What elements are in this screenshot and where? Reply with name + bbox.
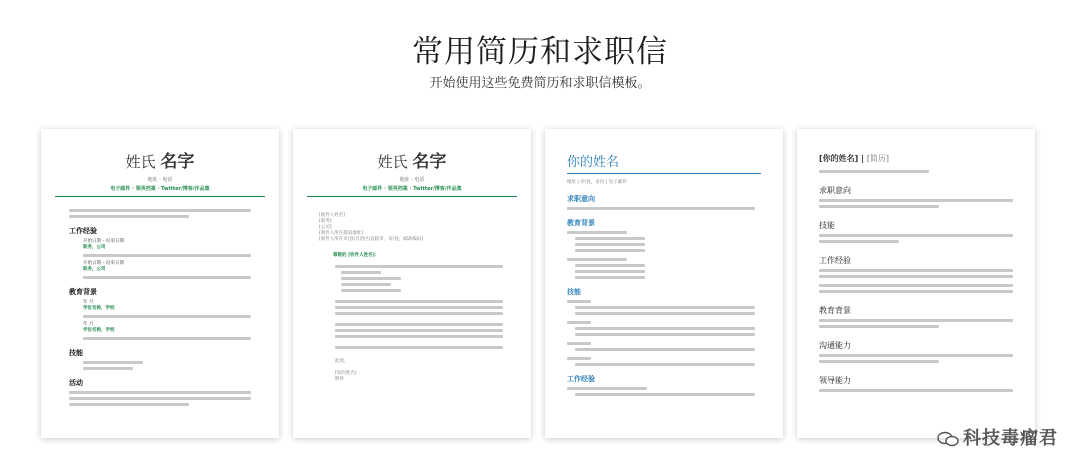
text-line bbox=[819, 269, 1013, 272]
text-line bbox=[83, 361, 143, 364]
resume-name: 你的姓名 bbox=[567, 155, 620, 170]
text-line bbox=[341, 283, 391, 286]
text-line bbox=[335, 265, 503, 268]
text-line bbox=[69, 209, 251, 212]
divider bbox=[567, 173, 761, 174]
wechat-icon bbox=[937, 431, 959, 447]
text-line bbox=[819, 319, 1013, 322]
section-heading: 活动 bbox=[69, 379, 83, 387]
text-line bbox=[575, 327, 755, 330]
recipient-block: [收件人姓名] [职务] [公司] [收件人所在街道地址] [收件人所在市/县/自治区/直辖市，市/县，邮政编码] bbox=[319, 213, 424, 242]
text-line bbox=[575, 312, 755, 315]
text-line bbox=[341, 277, 401, 280]
template-card-resume-minimal[interactable] bbox=[797, 129, 1035, 438]
letter-address: 地址 · 电话 bbox=[399, 177, 425, 183]
text-line bbox=[575, 264, 645, 267]
text-line bbox=[335, 312, 503, 315]
text-line bbox=[819, 360, 939, 363]
template-card-resume-1[interactable]: 姓氏 名字 地址 · 电话 电子邮件 · 领英档案 · Twitter/博客/作品集 工作经验 开始日期 – 结束日期 职务，公司 开始日期 – 结束日期 职务，公司 教育背景 年 月 学位名称，学校 年 月 学位名称，学校 技能 活动 bbox=[41, 129, 279, 438]
text-line bbox=[69, 403, 189, 406]
divider bbox=[307, 196, 517, 197]
resume-contact: 地址 | 市/县，省份 | 电子邮件 bbox=[567, 180, 627, 185]
text-line bbox=[83, 337, 251, 340]
text-line bbox=[567, 321, 591, 324]
letter-links: 电子邮件 · 领英档案 · Twitter/博客/作品集 bbox=[362, 186, 462, 192]
text-line bbox=[819, 170, 929, 173]
text-line bbox=[69, 397, 251, 400]
text-line bbox=[567, 258, 627, 261]
text-line bbox=[819, 205, 939, 208]
text-line bbox=[335, 335, 503, 338]
text-line bbox=[575, 249, 645, 252]
text-line bbox=[335, 300, 503, 303]
text-line bbox=[575, 393, 755, 396]
resume-name: [你的姓名] | [简历] bbox=[819, 154, 890, 163]
text-line bbox=[69, 215, 189, 218]
text-line bbox=[335, 323, 503, 326]
text-line bbox=[575, 270, 645, 273]
template-card-cover-letter[interactable]: 姓氏 名字 地址 · 电话 电子邮件 · 领英档案 · Twitter/博客/作品集 [收件人姓名] [职务] [公司] [收件人所在街道地址] [收件人所在市/县/自治区/直辖市，市/县，邮政编码] 尊敬的 [收件人姓名]： 此致， [你的姓名] 附件 bbox=[293, 129, 531, 438]
text-line bbox=[83, 315, 251, 318]
text-line bbox=[575, 333, 755, 336]
page-subtitle: 开始使用这些免费简历和求职信模板。 bbox=[429, 76, 651, 91]
greeting: 尊敬的 [收件人姓名]： bbox=[333, 253, 380, 258]
text-line bbox=[83, 367, 133, 370]
text-line bbox=[819, 284, 1013, 287]
text-line bbox=[335, 329, 503, 332]
text-line bbox=[819, 234, 1013, 237]
text-line bbox=[819, 354, 1013, 357]
text-line bbox=[335, 306, 503, 309]
section-heading: 工作经验 bbox=[69, 227, 97, 235]
text-line bbox=[567, 231, 627, 234]
text-line bbox=[575, 306, 755, 309]
resume-links: 电子邮件 · 领英档案 · Twitter/博客/作品集 bbox=[110, 186, 210, 192]
text-line bbox=[819, 290, 1013, 293]
divider bbox=[55, 196, 265, 197]
text-line bbox=[335, 346, 503, 349]
text-line bbox=[567, 357, 591, 360]
text-line bbox=[575, 237, 645, 240]
text-line bbox=[341, 289, 401, 292]
text-line bbox=[575, 363, 755, 366]
text-line bbox=[567, 342, 591, 345]
text-line bbox=[819, 389, 1013, 392]
text-line bbox=[341, 271, 381, 274]
text-line bbox=[567, 300, 591, 303]
section-heading: 领导能力 bbox=[819, 376, 851, 385]
section-heading: 技能 bbox=[819, 221, 835, 230]
text-line bbox=[575, 348, 755, 351]
section-heading: 教育背景 bbox=[69, 288, 97, 296]
section-heading: 求职意向 bbox=[819, 186, 851, 195]
text-line bbox=[819, 325, 939, 328]
section-heading: 沟通能力 bbox=[819, 341, 851, 350]
section-heading: 工作经验 bbox=[819, 256, 851, 265]
section-heading: 教育背景 bbox=[819, 306, 851, 315]
letter-name: 姓氏 名字 bbox=[377, 152, 447, 172]
text-line bbox=[819, 199, 1013, 202]
watermark: 科技毒瘤君 bbox=[937, 424, 1058, 450]
text-line bbox=[575, 243, 645, 246]
section-heading: 工作经验 bbox=[567, 375, 595, 383]
template-card-resume-blue[interactable] bbox=[545, 129, 783, 438]
section-heading: 求职意向 bbox=[567, 195, 595, 203]
section-heading: 技能 bbox=[69, 349, 83, 357]
text-line bbox=[83, 276, 251, 279]
text-line bbox=[819, 240, 899, 243]
resume-name: 姓氏 名字 bbox=[125, 152, 195, 172]
text-line bbox=[575, 276, 645, 279]
text-line bbox=[819, 275, 1013, 278]
page-title: 常用简历和求职信 bbox=[412, 34, 668, 70]
text-line bbox=[69, 391, 251, 394]
section-heading: 技能 bbox=[567, 288, 581, 296]
section-heading: 教育背景 bbox=[567, 219, 595, 227]
text-line bbox=[83, 254, 251, 257]
text-line bbox=[567, 207, 755, 210]
text-line bbox=[567, 387, 647, 390]
resume-address: 地址 · 电话 bbox=[147, 177, 173, 183]
